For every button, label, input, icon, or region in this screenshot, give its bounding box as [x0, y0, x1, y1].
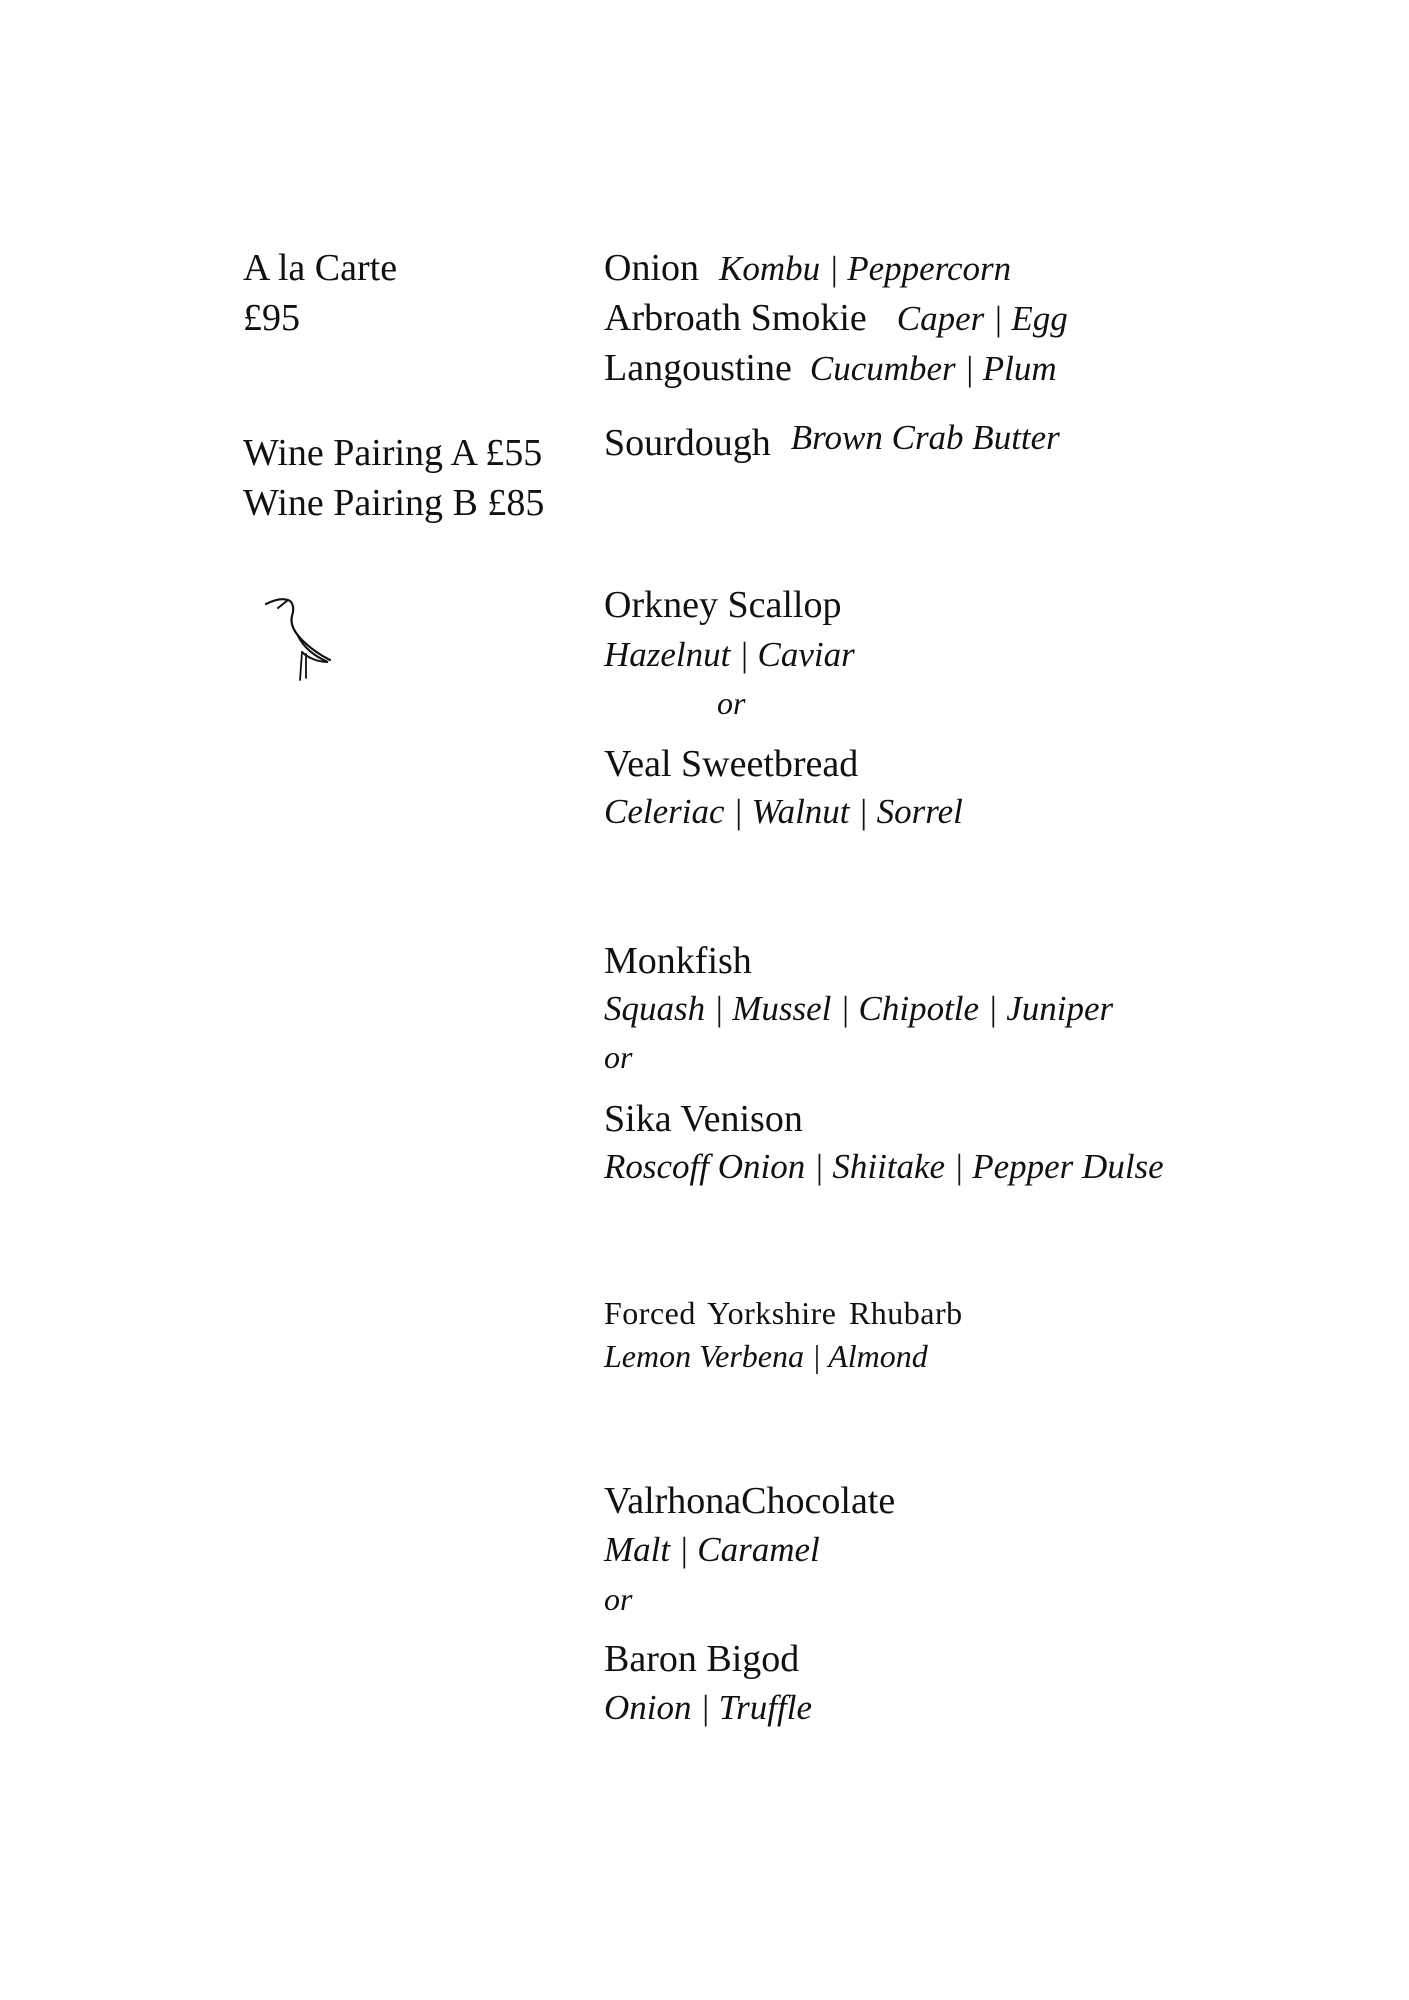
- starter-b-desc: Celeriac | Walnut | Sorrel: [604, 792, 963, 831]
- menu-title: A la Carte: [243, 247, 398, 289]
- main-or: or: [604, 1039, 633, 1075]
- bread-name: Sourdough: [604, 422, 771, 464]
- dessert-a-desc: Malt | Caramel: [604, 1530, 820, 1569]
- starter-a-name: Orkney Scallop: [604, 584, 842, 626]
- snack-desc: Kombu | Peppercorn: [719, 249, 1012, 288]
- main-b-name: Sika Venison: [604, 1098, 803, 1140]
- snack-desc: Cucumber | Plum: [809, 349, 1057, 388]
- snack-langoustine: [604, 343, 1057, 394]
- snack-onion: [604, 243, 1011, 294]
- starter-a-desc: Hazelnut | Caviar: [604, 635, 855, 674]
- main-a-name: Monkfish: [604, 940, 752, 982]
- bread-course: [604, 418, 1060, 469]
- dessert-a-name: ValrhonaChocolate: [604, 1480, 896, 1522]
- main-a-desc: Squash | Mussel | Chipotle | Juniper: [604, 989, 1114, 1028]
- snack-name: Onion: [604, 247, 699, 289]
- dessert-b-desc: Onion | Truffle: [604, 1688, 812, 1727]
- snack-name: Langoustine: [604, 347, 792, 389]
- heron-icon: [258, 592, 348, 682]
- dessert-or: or: [604, 1581, 633, 1617]
- starter-b-name: Veal Sweetbread: [604, 743, 859, 785]
- wine-pairing-a: Wine Pairing A £55: [243, 432, 543, 474]
- pre-dessert-name: Forced Yorkshire Rhubarb: [604, 1295, 963, 1331]
- snack-arbroath-smokie: [604, 293, 1068, 344]
- menu-price: £95: [243, 297, 300, 339]
- bread-desc: Brown Crab Butter: [790, 418, 1060, 457]
- starter-or: or: [717, 685, 746, 721]
- pre-dessert-desc: Lemon Verbena | Almond: [604, 1338, 928, 1374]
- dessert-b-name: Baron Bigod: [604, 1638, 800, 1680]
- wine-pairing-b: Wine Pairing B £85: [243, 482, 545, 524]
- snack-name: Arbroath Smokie: [604, 297, 867, 339]
- snack-desc: Caper | Egg: [896, 299, 1068, 338]
- main-b-desc: Roscoff Onion | Shiitake | Pepper Dulse: [604, 1147, 1164, 1186]
